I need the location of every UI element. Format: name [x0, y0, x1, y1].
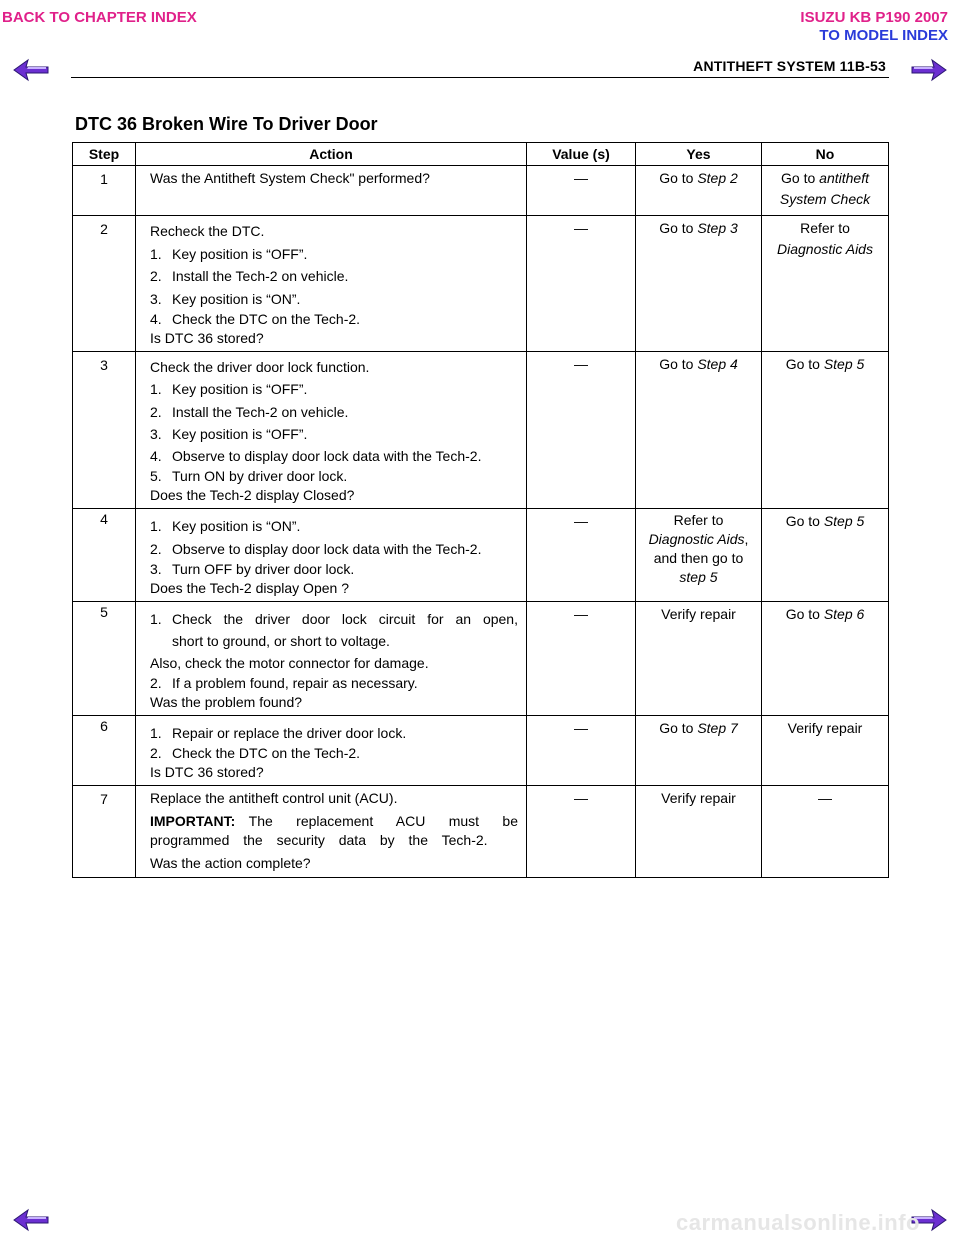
- action-question: Is DTC 36 stored?: [150, 330, 264, 346]
- value-cell: —: [527, 602, 636, 716]
- no-step-link[interactable]: Step 5: [823, 356, 865, 372]
- value-cell: —: [527, 786, 636, 878]
- action-item: 4. Observe to display door lock data with the Tech-2.: [150, 448, 482, 465]
- arrow-right-icon: [910, 58, 948, 82]
- value-cell: —: [527, 716, 636, 786]
- table-row: [73, 716, 889, 786]
- action-item-continued: short to ground, or short to voltage.: [172, 633, 390, 650]
- section-title: DTC 36 Broken Wire To Driver Door: [75, 114, 378, 134]
- action-item: 1. Key position is “OFF”.: [150, 381, 308, 398]
- table-header-row: [73, 143, 889, 166]
- no-link[interactable]: Diagnostic Aids: [777, 241, 873, 257]
- no-cell: Go to Step 6: [762, 602, 889, 716]
- step-number: 4: [73, 509, 136, 602]
- header-yes: Yes: [636, 143, 762, 166]
- action-item: 2. Install the Tech-2 on vehicle.: [150, 268, 349, 284]
- action-item: 2. Observe to display door lock data with the Tech-2.: [150, 540, 482, 557]
- model-index-link[interactable]: [800, 9, 948, 45]
- arrow-left-icon: [12, 1208, 50, 1232]
- no-cell: Go to Step 5: [762, 509, 889, 602]
- header-value: Value (s): [527, 143, 636, 166]
- step-number: 6: [73, 716, 136, 786]
- step-number: 2: [73, 216, 136, 352]
- table-row: [73, 352, 889, 509]
- no-prefix: Go to: [781, 170, 820, 186]
- action-item: 1. Repair or replace the driver door lock.: [150, 725, 407, 742]
- yes-cell: Go to Step 3: [636, 216, 762, 352]
- yes-step-link[interactable]: step 5: [679, 569, 718, 586]
- action-note: Also, check the motor connector for damage.: [150, 655, 429, 672]
- model-name[interactable]: ISUZU KB P190 2007: [800, 9, 948, 26]
- yes-prefix: Go to: [659, 170, 698, 186]
- header-action: Action: [136, 143, 527, 166]
- action-item: 3. Key position is “OFF”.: [150, 425, 308, 442]
- header-divider: [71, 77, 889, 78]
- important-label: IMPORTANT:: [150, 813, 236, 830]
- step-number: 7: [73, 786, 136, 878]
- table-row: [73, 786, 889, 878]
- action-question: Was the problem found?: [150, 694, 303, 711]
- no-cell: Verify repair: [762, 716, 889, 786]
- action-cell: [136, 166, 527, 216]
- action-question: Was the Antitheft System Check" performed?: [150, 170, 430, 186]
- action-item: 3. Key position is “ON”.: [150, 290, 301, 307]
- action-question: Is DTC 36 stored?: [150, 764, 264, 781]
- table-row: [73, 509, 889, 602]
- table-row: [73, 602, 889, 716]
- yes-cell: Refer to Diagnostic Aids, and then go to step 5: [636, 509, 762, 602]
- action-cell: [136, 786, 527, 878]
- important-text: The replacement ACU must be programmed the security data by the Tech-2.: [150, 813, 519, 849]
- next-page-arrow-top[interactable]: [910, 58, 948, 82]
- yes-cell: [636, 166, 762, 216]
- no-cell: [762, 166, 889, 216]
- back-to-chapter-index-link[interactable]: BACK TO CHAPTER INDEX: [2, 9, 197, 26]
- action-item: 1. Check the driver door lock circuit for an open,: [150, 611, 518, 628]
- action-item: 1. Key position is “OFF”.: [150, 245, 308, 262]
- action-cell: [136, 509, 527, 602]
- step-number: 3: [73, 352, 136, 509]
- action-item: 2. Check the DTC on the Tech-2.: [150, 745, 361, 762]
- action-cell: [136, 216, 527, 352]
- yes-step-link[interactable]: Step 3: [697, 220, 738, 236]
- value-cell: —: [527, 509, 636, 602]
- table-row: [73, 166, 889, 216]
- action-item: 1. Key position is “ON”.: [150, 518, 301, 535]
- action-question: Does the Tech-2 display Closed?: [150, 487, 355, 504]
- arrow-left-icon: [12, 58, 50, 82]
- prev-page-arrow-top[interactable]: [12, 58, 50, 82]
- action-item: 3. Turn OFF by driver door lock.: [150, 561, 355, 578]
- to-model-index-label[interactable]: TO MODEL INDEX: [819, 27, 948, 44]
- yes-step-link[interactable]: Step 7: [697, 720, 738, 737]
- action-intro: Replace the antitheft control unit (ACU).: [150, 790, 398, 807]
- value-cell: —: [527, 352, 636, 509]
- yes-step-link[interactable]: Step 4: [697, 356, 738, 372]
- action-question: Does the Tech-2 display Open ?: [150, 580, 349, 597]
- no-step-link[interactable]: Step 5: [823, 513, 865, 530]
- action-item: 5. Turn ON by driver door lock.: [150, 468, 348, 485]
- step-number: 5: [73, 602, 136, 716]
- yes-cell: Verify repair: [636, 786, 762, 878]
- no-link-part2[interactable]: System Check: [779, 191, 871, 207]
- no-link-part1[interactable]: antitheft: [819, 170, 869, 186]
- step-number: 1: [73, 166, 136, 216]
- table-row: [73, 216, 889, 352]
- no-cell: Go to Step 5: [762, 352, 889, 509]
- yes-step-link[interactable]: Step 2: [697, 170, 738, 186]
- yes-cell: Go to Step 7: [636, 716, 762, 786]
- yes-link[interactable]: Diagnostic Aids: [648, 531, 745, 548]
- action-cell: [136, 716, 527, 786]
- action-item: 2. Install the Tech-2 on vehicle.: [150, 403, 349, 420]
- action-intro: Recheck the DTC.: [150, 223, 265, 239]
- no-cell: Refer to Diagnostic Aids: [762, 216, 889, 352]
- action-cell: [136, 352, 527, 509]
- yes-cell: Go to Step 4: [636, 352, 762, 509]
- action-item: 4. Check the DTC on the Tech-2.: [150, 311, 361, 327]
- yes-cell: Verify repair: [636, 602, 762, 716]
- no-step-link[interactable]: Step 6: [823, 606, 865, 623]
- action-item: 2. If a problem found, repair as necessary.: [150, 675, 418, 692]
- page-header-title: ANTITHEFT SYSTEM 11B-53: [693, 58, 886, 74]
- site-watermark: carmanualsonline.info: [676, 1210, 920, 1235]
- value-cell: —: [527, 216, 636, 352]
- no-cell: —: [762, 786, 889, 878]
- header-no: No: [762, 143, 889, 166]
- action-question: Was the action complete?: [150, 855, 311, 872]
- prev-page-arrow-bottom[interactable]: [12, 1208, 50, 1232]
- header-step: Step: [73, 143, 136, 166]
- value-cell: —: [527, 166, 636, 216]
- diagnostic-table: [72, 142, 889, 878]
- important-note: [150, 809, 518, 850]
- action-cell: [136, 602, 527, 716]
- action-intro: Check the driver door lock function.: [150, 359, 370, 375]
